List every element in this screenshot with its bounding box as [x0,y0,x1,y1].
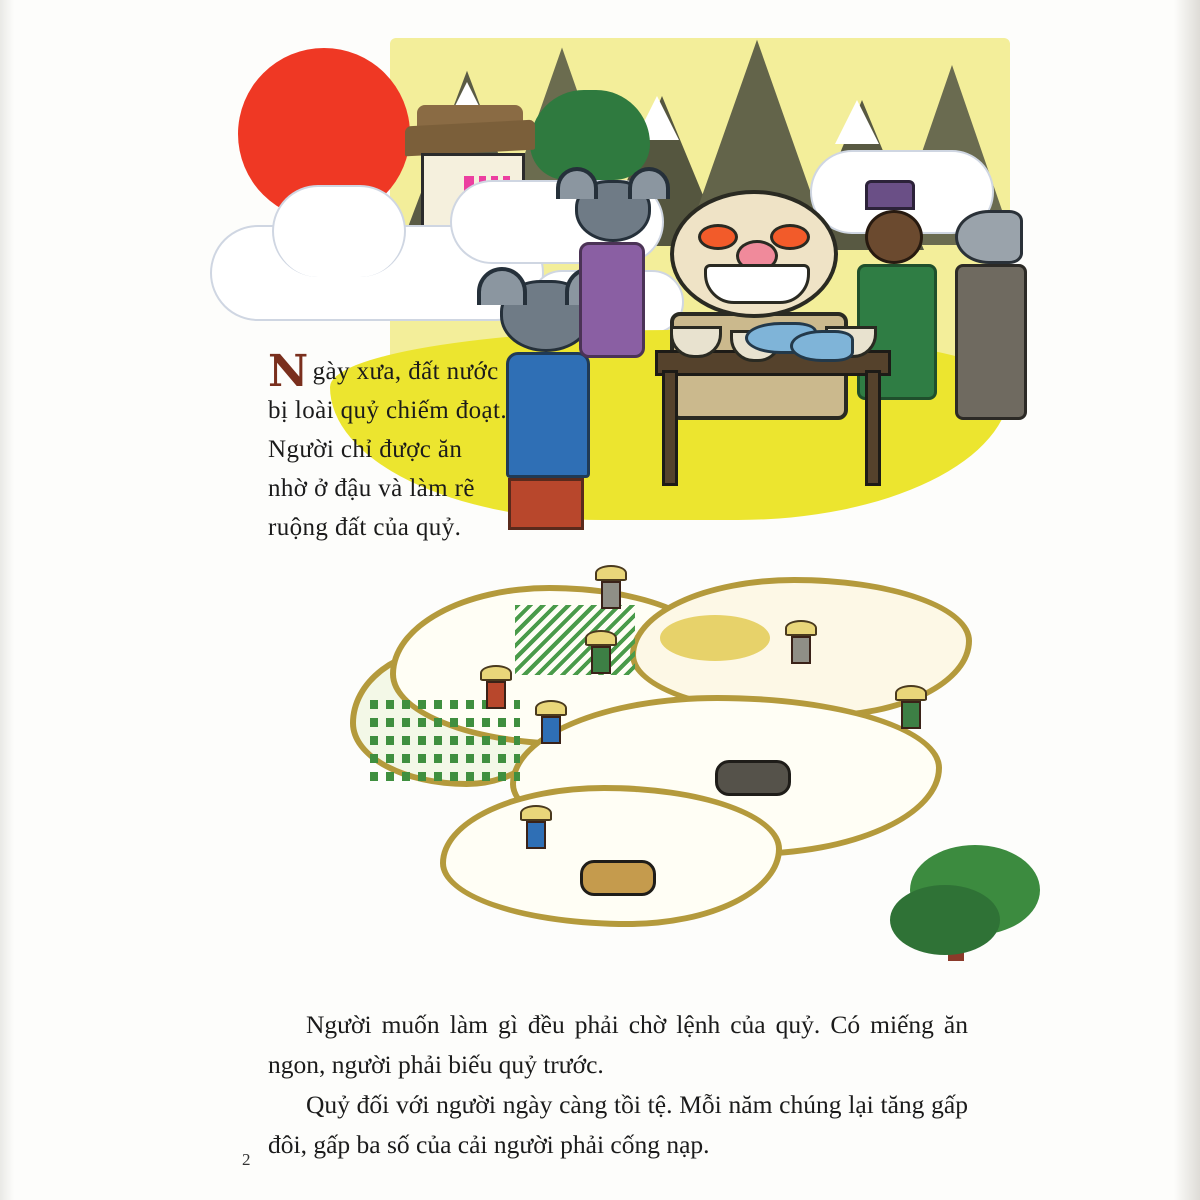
paragraph: Quỷ đối với người ngày càng tồi tệ. Mỗi năm chúng lại tăng gấp đôi, gấp ba số của cải người phải cống nạp. [268,1090,968,1159]
buffalo-servant-figure [575,180,651,358]
attendant-head [955,210,1023,264]
illustration-rice-fields [330,555,1030,945]
conical-hat-icon [895,685,927,701]
farmer-torso [541,716,561,744]
conical-hat-icon [585,630,617,646]
demon-mouth [704,264,810,304]
tree-foliage [890,885,1000,955]
demon-eye [698,224,738,250]
conical-hat-icon [520,805,552,821]
page-edge-left [0,0,14,1200]
farmer-figure [520,805,552,849]
farmer-torso [791,636,811,664]
table-leg [662,370,678,486]
conical-hat-icon [595,565,627,581]
servant-robe [579,242,645,358]
farmer-figure [585,630,617,674]
carrier-torso [601,581,621,609]
intro-paragraph [268,346,508,547]
farmer-torso [901,701,921,729]
attendant-robe [955,264,1027,420]
page-number: 2 [242,1150,251,1169]
fish-offering [790,330,854,362]
farmer-figure [535,700,567,744]
conical-hat-icon [480,665,512,681]
paddy-plot [440,785,782,927]
page-edge-right [1174,0,1200,1200]
servant-skirt [508,478,584,530]
conical-hat-icon [535,700,567,716]
buffalo-plough [715,760,791,796]
attendant-head [865,210,923,264]
demon-eye [770,224,810,250]
buffalo-head [575,180,651,242]
demon-head [670,190,838,318]
ox-harrow [580,860,656,896]
intro-text-body: gày xưa, đất nước bị loài quỷ chiếm đoạt. Người chỉ được ăn nhờ ở đậu và làm rẽ ruộng đất của quỷ. [268,358,508,541]
demon-king-figure [670,190,848,420]
drop-cap: N [268,346,309,397]
carrier-figure [595,565,627,609]
body-paragraphs [268,1005,968,1165]
conical-hat-icon [785,620,817,636]
temple-roof [405,120,535,157]
paragraph: Người muốn làm gì đều phải chờ lệnh của quỷ. Có miếng ăn ngon, người phải biếu quỷ trước. [268,1010,968,1079]
farmer-figure [785,620,817,664]
farmer-torso [486,681,506,709]
farmer-torso [591,646,611,674]
servant-robe [506,352,590,478]
attendant-hat [865,180,915,210]
snow-cap [835,100,879,144]
farmer-torso [526,821,546,849]
attendant-figure [955,210,1027,420]
farmer-figure [480,665,512,709]
farmer-figure [895,685,927,729]
tree-shape [530,90,650,180]
table-leg [865,370,881,486]
rice-seedling-rows [370,700,520,780]
seed-scatter [660,615,770,661]
rice-seedbed [515,605,635,675]
